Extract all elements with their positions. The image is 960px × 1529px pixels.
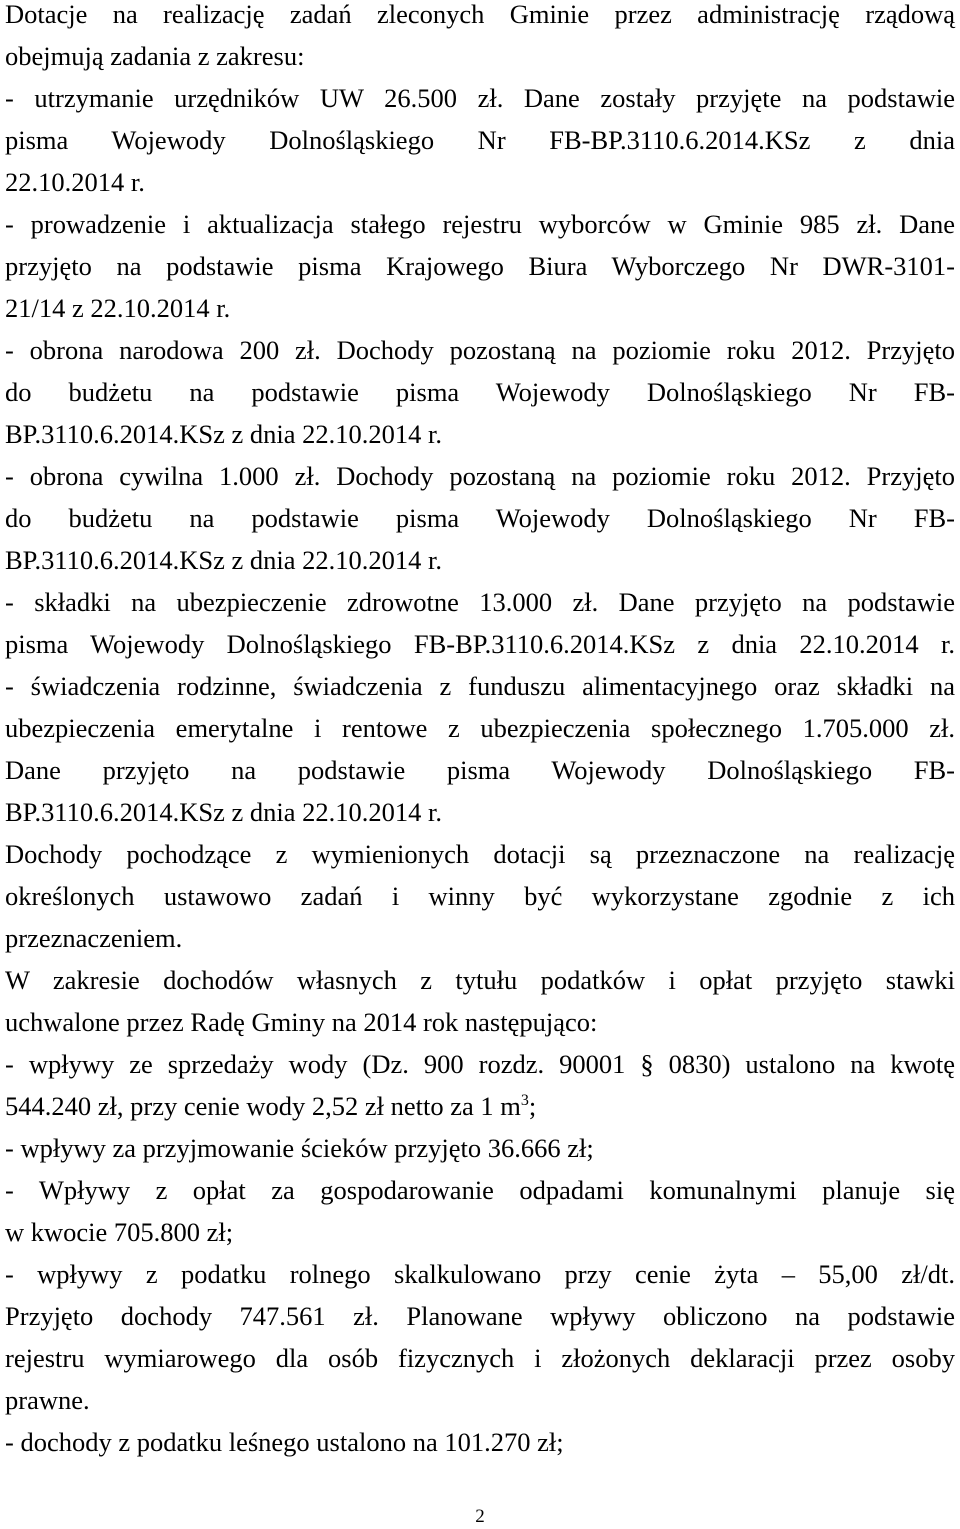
text-line: BP.3110.6.2014.KSz z dnia 22.10.2014 r.	[5, 797, 443, 827]
text-line: pisma Wojewody Dolnośląskiego Nr FB-BP.3110.6.2014.KSz z dnia	[5, 125, 955, 155]
text-line: - obrona cywilna 1.000 zł. Dochody pozostaną na poziomie roku 2012. Przyjęto	[5, 461, 955, 491]
text-line: - prowadzenie i aktualizacja stałego rejestru wyborców w Gminie 985 zł. Dane	[5, 209, 955, 239]
text-line: - wpływy za przyjmowanie ścieków przyjęto 36.666 zł;	[5, 1133, 594, 1163]
text-line: Dochody pochodzące z wymienionych dotacji są przeznaczone na realizację	[5, 839, 955, 869]
text-line: BP.3110.6.2014.KSz z dnia 22.10.2014 r.	[5, 419, 443, 449]
text-line: Dane przyjęto na podstawie pisma Wojewody Dolnośląskiego FB-	[5, 755, 955, 785]
text-line: Przyjęto dochody 747.561 zł. Planowane wpływy obliczono na podstawie	[5, 1301, 955, 1331]
text-line: - utrzymanie urzędników UW 26.500 zł. Dane zostały przyjęte na podstawie	[5, 83, 955, 113]
text-line: uchwalone przez Radę Gminy na 2014 rok następująco:	[5, 1007, 598, 1037]
text-line: obejmują zadania z zakresu:	[5, 41, 305, 71]
text-line: do budżetu na podstawie pisma Wojewody Dolnośląskiego Nr FB-	[5, 377, 955, 407]
text-line: określonych ustawowo zadań i winny być wykorzystane zgodnie z ich	[5, 881, 955, 911]
text-line: - wpływy z podatku rolnego skalkulowano przy cenie żyta – 55,00 zł/dt.	[5, 1259, 955, 1289]
text-line: przeznaczeniem.	[5, 923, 183, 953]
text-line: BP.3110.6.2014.KSz z dnia 22.10.2014 r.	[5, 545, 443, 575]
text-line: rejestru wymiarowego dla osób fizycznych i złożonych deklaracji przez osoby	[5, 1343, 955, 1373]
text-line: 544.240 zł, przy cenie wody 2,52 zł netto za 1 m	[5, 1091, 521, 1121]
text-line: prawne.	[5, 1385, 90, 1415]
text-line: pisma Wojewody Dolnośląskiego FB-BP.3110.6.2014.KSz z dnia 22.10.2014 r.	[5, 629, 955, 659]
superscript: 3	[520, 1092, 529, 1109]
text-line: 22.10.2014 r.	[5, 167, 145, 197]
text-line: przyjęto na podstawie pisma Krajowego Biura Wyborczego Nr DWR-3101-	[5, 251, 955, 281]
text-line-with-superscript	[5, 1085, 955, 1127]
text-line: Dotacje na realizację zadań zleconych Gminie przez administrację rządową	[5, 0, 955, 29]
text-line: - dochody z podatku leśnego ustalono na 101.270 zł;	[5, 1427, 564, 1457]
text-line: ubezpieczenia emerytalne i rentowe z ubezpieczenia społecznego 1.705.000 zł.	[5, 713, 955, 743]
page-number: 2	[475, 1506, 485, 1527]
text-line: - obrona narodowa 200 zł. Dochody pozostaną na poziomie roku 2012. Przyjęto	[5, 335, 955, 365]
text-line: - wpływy ze sprzedaży wody (Dz. 900 rozdz. 90001 § 0830) ustalono na kwotę	[5, 1049, 955, 1079]
text-line: w kwocie 705.800 zł;	[5, 1217, 234, 1247]
text-line: - składki na ubezpieczenie zdrowotne 13.000 zł. Dane przyjęto na podstawie	[5, 587, 955, 617]
text-line: - świadczenia rodzinne, świadczenia z funduszu alimentacyjnego oraz składki na	[5, 671, 955, 701]
text-line: 21/14 z 22.10.2014 r.	[5, 293, 231, 323]
text-line: W zakresie dochodów własnych z tytułu podatków i opłat przyjęto stawki	[5, 965, 955, 995]
text-line: - Wpływy z opłat za gospodarowanie odpadami komunalnymi planuje się	[5, 1175, 955, 1205]
text-line-suffix: ;	[528, 1091, 537, 1121]
text-line: do budżetu na podstawie pisma Wojewody Dolnośląskiego Nr FB-	[5, 503, 955, 533]
